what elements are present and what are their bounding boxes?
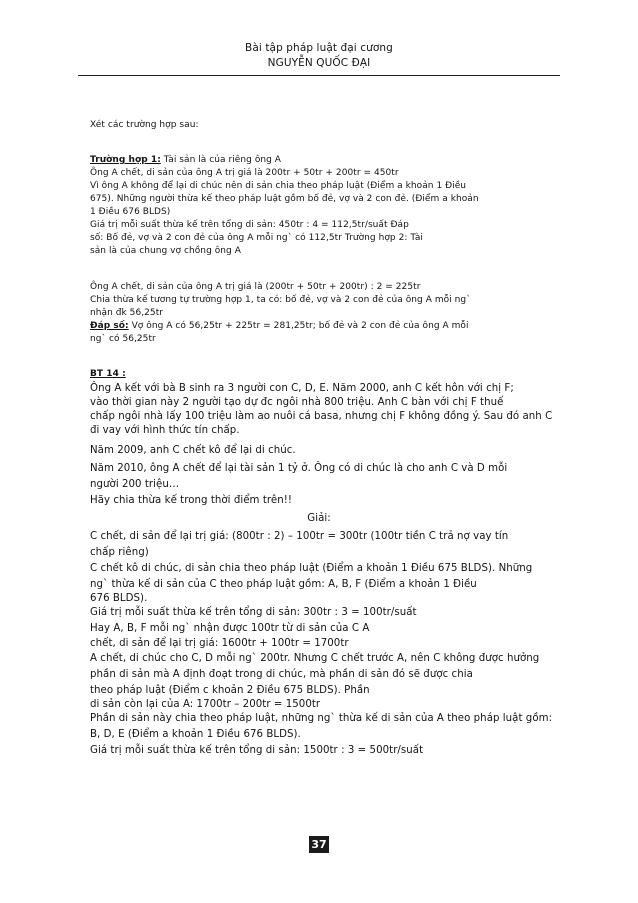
bt14-line: vào thời gian này 2 người tạo dự đc ngôi nhà 800 triệu. Anh C bàn với chị F thuế xyxy=(90,397,504,408)
header-title: Bài tập pháp luật đại cương xyxy=(245,42,393,54)
bt14-line: Ông A kết với bà B sinh ra 3 người con C, D, E. Năm 2000, anh C kết hôn với chị F; xyxy=(90,383,514,394)
case1-line: Vì ông A không để lại di chúc nên di sản chia theo pháp luật (Điểm a khoản 1 Điều xyxy=(90,181,467,191)
solution-line: theo pháp luật (Điểm c khoản 2 Điều 675 BLDS). Phần xyxy=(90,685,370,696)
bt14-line: Hãy chia thừa kế trong thời điểm trên!! xyxy=(90,495,292,506)
bt14-heading: BT 14 : xyxy=(90,369,126,379)
bt14-heading-line xyxy=(90,369,126,380)
bt14-line: chấp ngôi nhà lấy 100 triệu làm ao nuôi cá basa, nhưng chị F không đồng ý. Sau đó anh C xyxy=(90,411,553,422)
case1-line: số: Bố đẻ, vợ và 2 con đẻ của ông A mỗi ng` có 112,5tr Trường hợp 2: Tài xyxy=(90,233,423,243)
solution-line: chấp riêng) xyxy=(90,547,149,558)
solution-label: Giải: xyxy=(307,513,331,524)
case1-line: sản là của chung vợ chồng ông A xyxy=(90,246,241,256)
solution-line: di sản còn lại của A: 1700tr – 200tr = 1500tr xyxy=(90,699,321,710)
solution-line: chết, di sản để lại trị giá: 1600tr + 100tr = 1700tr xyxy=(90,638,349,649)
case1-line: Giá trị mỗi suất thừa kế trên tổng di sản: 450tr : 4 = 112,5tr/suất Đáp xyxy=(90,220,409,230)
solution-line: phần di sản mà A định đoạt trong di chúc, mà phần di sản đó sẽ được chia xyxy=(90,669,473,680)
case1-line: 1 Điều 676 BLDS) xyxy=(90,207,171,217)
case2-line: Chia thừa kế tương tự trường hợp 1, ta có: bố đẻ, vợ và 2 con đẻ của ông A mỗi ng` xyxy=(90,295,471,305)
page-number: 37 xyxy=(309,836,329,853)
intro-line: Xét các trường hợp sau: xyxy=(90,120,199,130)
case1-heading-rest: Tài sản là của riêng ông A xyxy=(160,155,282,165)
header-divider xyxy=(78,75,560,76)
case2-answer-line xyxy=(90,321,469,332)
case2-line: Ông A chết, di sản của ông A trị giá là (200tr + 50tr + 200tr) : 2 = 225tr xyxy=(90,282,421,292)
case1-line: Ông A chết, di sản của ông A trị giá là 200tr + 50tr + 200tr = 450tr xyxy=(90,168,399,178)
solution-line: Phần di sản này chia theo pháp luật, những ng` thừa kế di sản của A theo pháp luật gồm: xyxy=(90,713,553,724)
solution-line: Giá trị mỗi suất thừa kế trên tổng di sản: 300tr : 3 = 100tr/suất xyxy=(90,607,417,618)
bt14-line: đi vay với hình thức tín chấp. xyxy=(90,425,240,436)
bt14-line: Năm 2009, anh C chết kô để lại di chúc. xyxy=(90,445,296,456)
header-author: NGUYỄN QUỐC ĐẠI xyxy=(267,57,371,69)
case2-answer-label: Đáp số: xyxy=(90,321,129,331)
bt14-line: người 200 triệu… xyxy=(90,479,180,490)
solution-line: B, D, E (Điểm a khoản 1 Điều 676 BLDS). xyxy=(90,729,301,740)
solution-line: Hay A, B, F mỗi ng` nhận được 100tr từ di sản của C A xyxy=(90,623,370,634)
case2-answer-text: Vợ ông A có 56,25tr + 225tr = 281,25tr; bố đẻ và 2 con đẻ của ông A mỗi xyxy=(128,321,469,331)
solution-line: C chết kô di chúc, di sản chia theo pháp luật (Điểm a khoản 1 Điều 675 BLDS). Những xyxy=(90,563,533,574)
case2-line: nhận đk 56,25tr xyxy=(90,308,164,318)
case1-line: 675). Những người thừa kế theo pháp luật gồm bố đẻ, vợ và 2 con đẻ. (Điểm a khoản xyxy=(90,194,479,204)
solution-line: A chết, di chúc cho C, D mỗi ng` 200tr. Nhưng C chết trước A, nên C không được hưởng xyxy=(90,653,540,664)
case1-heading: Trường hợp 1: xyxy=(90,155,161,165)
solution-line: 676 BLDS). xyxy=(90,593,148,604)
solution-line: C chết, di sản để lại trị giá: (800tr : 2) – 100tr = 300tr (100tr tiền C trả nợ vay tín xyxy=(90,531,509,542)
bt14-line: Năm 2010, ông A chết để lại tài sản 1 tỷ ở. Ông có di chúc là cho anh C và D mỗi xyxy=(90,463,508,474)
case2-answer-line: ng` có 56,25tr xyxy=(90,334,156,344)
case1-heading-line xyxy=(90,155,281,166)
solution-line: Giá trị mỗi suất thừa kế trên tổng di sản: 1500tr : 3 = 500tr/suất xyxy=(90,745,424,756)
solution-line: ng` thừa kế di sản của C theo pháp luật gồm: A, B, F (Điểm a khoản 1 Điều xyxy=(90,579,477,590)
